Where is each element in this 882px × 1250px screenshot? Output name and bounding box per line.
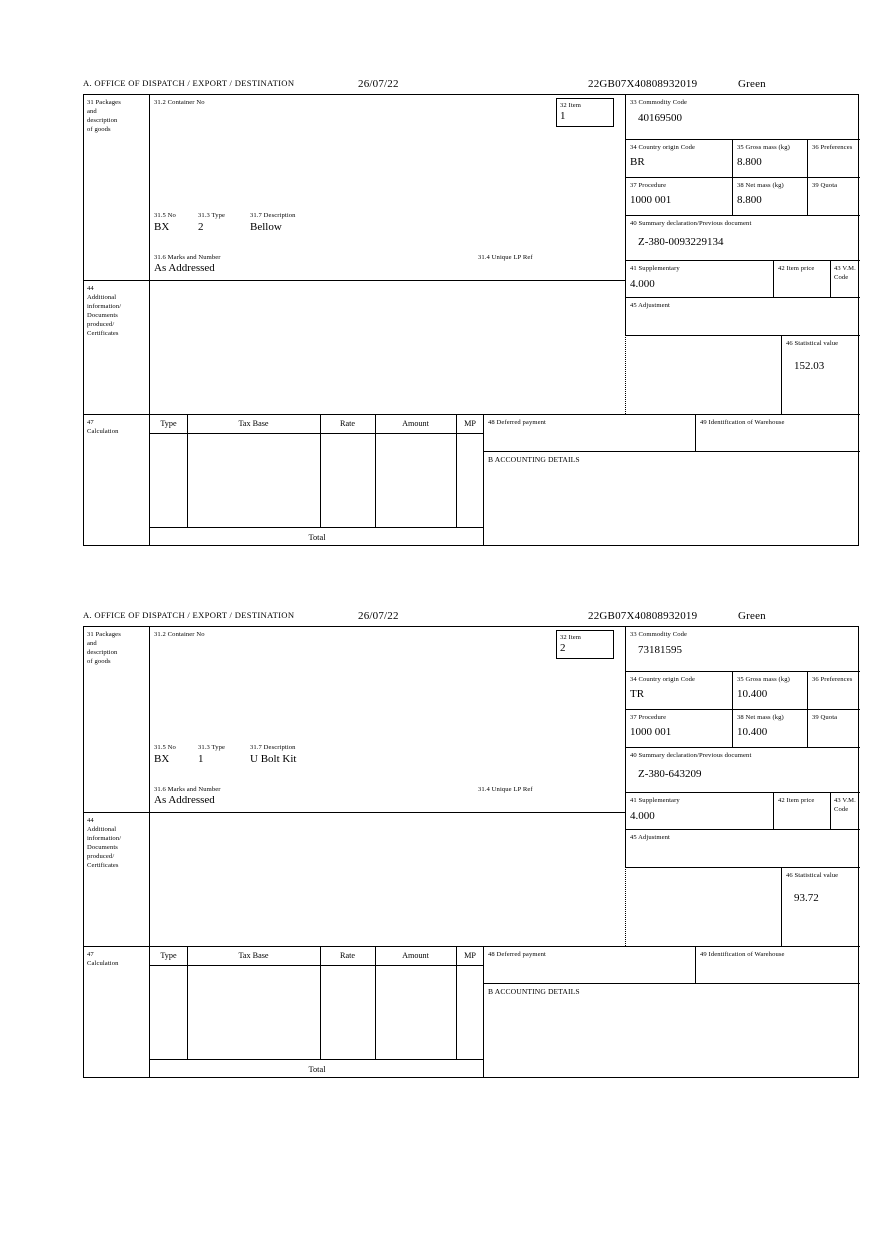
form-body xyxy=(83,94,859,546)
package-no-value: BX xyxy=(154,221,170,233)
calculation-body xyxy=(150,965,484,1059)
quota-box xyxy=(807,709,860,747)
summary-declaration-box xyxy=(625,215,860,260)
warehouse-identification-label: 49 Identification of Warehouse xyxy=(700,419,785,426)
gross-mass-value: 8.800 xyxy=(737,156,762,168)
warehouse-identification-box xyxy=(695,946,860,983)
packages-box xyxy=(149,627,545,812)
vm-code-label: 43 V.M. Code xyxy=(834,265,856,281)
additional-information-label: 44 Additional information/ Documents produced/ Certificates xyxy=(84,812,149,946)
statistical-value-amount: 93.72 xyxy=(794,892,819,904)
accounting-details-label: B ACCOUNTING DETAILS xyxy=(488,455,580,464)
deferred-payment-label: 48 Deferred payment xyxy=(488,419,546,426)
marks-numbers-value: As Addressed xyxy=(154,262,215,274)
country-origin-label: 34 Country origin Code xyxy=(630,144,696,151)
column-header-rate: Rate xyxy=(320,415,376,433)
unique-lp-ref-label: 31.4 Unique LP Ref xyxy=(478,786,533,793)
calc-cell-type xyxy=(150,433,188,527)
commodity-code-box xyxy=(625,627,860,671)
item-number-box xyxy=(545,95,625,280)
calc-cell-tax-base xyxy=(187,433,321,527)
deferred-payment-label: 48 Deferred payment xyxy=(488,951,546,958)
customs-declaration-form-item-1 xyxy=(83,78,861,546)
supplementary-label: 41 Supplementary xyxy=(630,265,680,272)
gross-mass-box xyxy=(732,671,807,709)
packages-box xyxy=(149,95,545,280)
package-type-value: 1 xyxy=(198,753,204,765)
warehouse-identification-box xyxy=(695,414,860,451)
commodity-code-value: 73181595 xyxy=(638,644,682,656)
country-origin-box xyxy=(625,671,732,709)
accounting-details-box xyxy=(483,451,860,546)
form-header xyxy=(83,610,861,626)
column-header-tax-base: Tax Base xyxy=(187,947,321,965)
gross-mass-label: 35 Gross mass (kg) xyxy=(737,676,790,683)
item-price-box xyxy=(773,260,830,297)
adjustment-box xyxy=(625,829,860,867)
procedure-label: 37 Procedure xyxy=(630,714,667,721)
summary-declaration-label: 40 Summary declaration/Previous document xyxy=(630,220,752,227)
unique-lp-ref-label: 31.4 Unique LP Ref xyxy=(478,254,533,261)
commodity-code-label: 33 Commodity Code xyxy=(630,631,688,638)
additional-information-box xyxy=(149,280,625,414)
goods-description-value: Bellow xyxy=(250,221,282,233)
column-header-type: Type xyxy=(150,947,188,965)
preferences-box xyxy=(807,139,860,177)
country-origin-label: 34 Country origin Code xyxy=(630,676,696,683)
form-header xyxy=(83,78,861,94)
route-lane: Green xyxy=(738,78,766,90)
package-type-value: 2 xyxy=(198,221,204,233)
procedure-value: 1000 001 xyxy=(630,726,672,738)
statistical-value-wrapper xyxy=(625,335,860,414)
marks-numbers-label: 31.6 Marks and Number xyxy=(154,786,221,793)
summary-declaration-value: Z-380-643209 xyxy=(638,768,702,780)
calc-cell-rate xyxy=(320,433,376,527)
statistical-value-label: 46 Statistical value xyxy=(786,872,839,879)
packages-description-label: 31 Packages and description of goods xyxy=(87,631,121,665)
item-number-value: 1 xyxy=(560,110,566,122)
calculation-table xyxy=(149,414,483,546)
calc-cell-rate xyxy=(320,965,376,1059)
gross-mass-label: 35 Gross mass (kg) xyxy=(737,144,790,151)
container-no-label: 31.2 Container No xyxy=(154,99,205,106)
item-price-box xyxy=(773,792,830,829)
preferences-box xyxy=(807,671,860,709)
preferences-label: 36 Preferences xyxy=(812,676,853,683)
supplementary-value: 4.000 xyxy=(630,810,655,822)
office-of-dispatch-label: A. OFFICE OF DISPATCH / EXPORT / DESTINATION xyxy=(83,610,295,620)
procedure-value: 1000 001 xyxy=(630,194,672,206)
statistical-value-box xyxy=(781,868,861,947)
office-of-dispatch-label: A. OFFICE OF DISPATCH / EXPORT / DESTINATION xyxy=(83,78,295,88)
calculation-label: 47 Calculation xyxy=(84,946,149,1078)
supplementary-box xyxy=(625,260,773,297)
commodity-code-value: 40169500 xyxy=(638,112,682,124)
declaration-date: 26/07/22 xyxy=(358,78,399,90)
item-price-label: 42 Item price xyxy=(778,797,815,804)
net-mass-label: 38 Net mass (kg) xyxy=(737,182,784,189)
calculation-total-row: Total xyxy=(150,1059,484,1080)
item-number-box xyxy=(545,627,625,812)
package-no-value: BX xyxy=(154,753,170,765)
additional-information-label: 44 Additional information/ Documents produced/ Certificates xyxy=(84,280,149,414)
commodity-code-label: 33 Commodity Code xyxy=(630,99,688,106)
column-header-amount: Amount xyxy=(375,947,457,965)
adjustment-label: 45 Adjustment xyxy=(630,834,670,841)
warehouse-identification-label: 49 Identification of Warehouse xyxy=(700,951,785,958)
statistical-value-wrapper xyxy=(625,867,860,946)
accounting-details-box xyxy=(483,983,860,1078)
quota-label: 39 Quota xyxy=(812,714,838,721)
container-no-label: 31.2 Container No xyxy=(154,631,205,638)
column-header-mp: MP xyxy=(464,419,476,428)
calc-cell-amount xyxy=(375,965,457,1059)
calculation-header-row xyxy=(150,415,484,434)
accounting-details-label: B ACCOUNTING DETAILS xyxy=(488,987,580,996)
type-label: 31.3 Type xyxy=(198,212,226,219)
calc-cell-type xyxy=(150,965,188,1059)
calculation-table xyxy=(149,946,483,1078)
packages-description-label: 31 Packages and description of goods xyxy=(87,99,121,133)
calculation-body xyxy=(150,433,484,527)
item-number-value: 2 xyxy=(560,642,566,654)
column-header-type: Type xyxy=(150,415,188,433)
procedure-box xyxy=(625,709,732,747)
procedure-label: 37 Procedure xyxy=(630,182,667,189)
column-header-tax-base: Tax Base xyxy=(187,415,321,433)
type-label: 31.3 Type xyxy=(198,744,226,751)
quota-box xyxy=(807,177,860,215)
marks-numbers-value: As Addressed xyxy=(154,794,215,806)
deferred-payment-box xyxy=(483,946,695,983)
column-header-rate: Rate xyxy=(320,947,376,965)
preferences-label: 36 Preferences xyxy=(812,144,853,151)
country-origin-value: BR xyxy=(630,156,645,168)
vm-code-box xyxy=(830,260,860,297)
description-label: 31.7 Description xyxy=(250,212,296,219)
item-label: 32 Item xyxy=(560,102,582,109)
country-origin-value: TR xyxy=(630,688,645,700)
country-origin-box xyxy=(625,139,732,177)
column-header-mp: MP xyxy=(464,951,476,960)
supplementary-label: 41 Supplementary xyxy=(630,797,680,804)
calculation-label: 47 Calculation xyxy=(84,414,149,546)
procedure-box xyxy=(625,177,732,215)
net-mass-value: 8.800 xyxy=(737,194,762,206)
net-mass-box xyxy=(732,177,807,215)
gross-mass-value: 10.400 xyxy=(737,688,768,700)
statistical-value-amount: 152.03 xyxy=(794,360,825,372)
goods-description-value: U Bolt Kit xyxy=(250,753,297,765)
no-label: 31.5 No xyxy=(154,212,176,219)
summary-declaration-box xyxy=(625,747,860,792)
item-price-label: 42 Item price xyxy=(778,265,815,272)
description-label: 31.7 Description xyxy=(250,744,296,751)
movement-reference-number: 22GB07X40808932019 xyxy=(588,78,698,90)
net-mass-label: 38 Net mass (kg) xyxy=(737,714,784,721)
net-mass-value: 10.400 xyxy=(737,726,768,738)
commodity-code-box xyxy=(625,95,860,139)
calc-cell-tax-base xyxy=(187,965,321,1059)
calculation-total-row: Total xyxy=(150,527,484,548)
gross-mass-box xyxy=(732,139,807,177)
declaration-date: 26/07/22 xyxy=(358,610,399,622)
statistical-value-label: 46 Statistical value xyxy=(786,340,839,347)
supplementary-box xyxy=(625,792,773,829)
adjustment-box xyxy=(625,297,860,335)
quota-label: 39 Quota xyxy=(812,182,838,189)
calc-cell-amount xyxy=(375,433,457,527)
marks-numbers-label: 31.6 Marks and Number xyxy=(154,254,221,261)
summary-declaration-value: Z-380-0093229134 xyxy=(638,236,724,248)
vm-code-label: 43 V.M. Code xyxy=(834,797,856,813)
deferred-payment-box xyxy=(483,414,695,451)
no-label: 31.5 No xyxy=(154,744,176,751)
vm-code-box xyxy=(830,792,860,829)
additional-information-box xyxy=(149,812,625,946)
item-label: 32 Item xyxy=(560,634,582,641)
supplementary-value: 4.000 xyxy=(630,278,655,290)
net-mass-box xyxy=(732,709,807,747)
movement-reference-number: 22GB07X40808932019 xyxy=(588,610,698,622)
route-lane: Green xyxy=(738,610,766,622)
calc-cell-mp xyxy=(456,965,484,1059)
summary-declaration-label: 40 Summary declaration/Previous document xyxy=(630,752,752,759)
form-body xyxy=(83,626,859,1078)
statistical-value-box xyxy=(781,336,861,415)
calculation-header-row xyxy=(150,947,484,966)
calc-cell-mp xyxy=(456,433,484,527)
column-header-amount: Amount xyxy=(375,415,457,433)
customs-declaration-form-item-2 xyxy=(83,610,861,1078)
adjustment-label: 45 Adjustment xyxy=(630,302,670,309)
